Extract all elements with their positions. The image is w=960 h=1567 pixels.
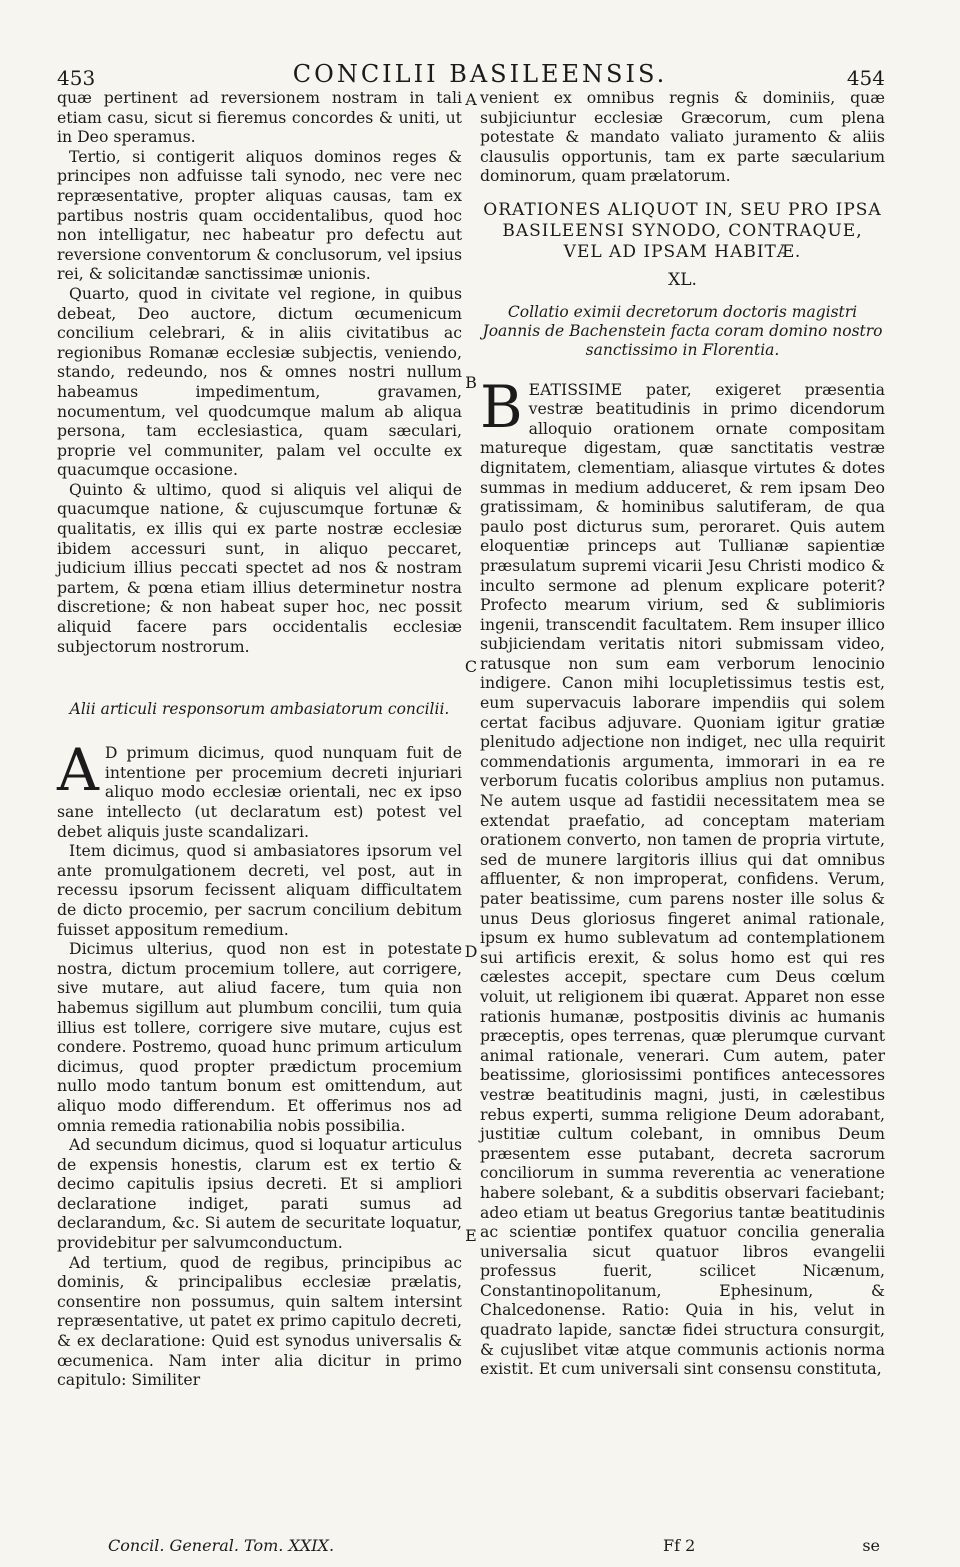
paragraph: quæ pertinent ad reversionem nostram in tali etiam casu, sicut si fieremus concordes & uniti, ut in Deo speramus.	[57, 88, 462, 147]
paragraph: venient ex omnibus regnis & dominiis, quæ subjiciuntur ecclesiæ Græcorum, cum plena potestate & mandato valiato juramento & aliis clausulis opportunis, tam ex parte sæcularium dominorum, quam prælatorum.	[480, 88, 885, 186]
running-title: CONCILII BASILEENSIS.	[292, 60, 668, 88]
paragraph: Dicimus ulterius, quod non est in potestate nostra, dictum procemium tollere, aut corrigere, sive mutare, aut aliud facere, tum quia non habemus sigillum aut plumbum concilii, tum quia illius est tollere, corrigere sive mutare, cujus est condere. Postremo, quoad hunc primum articulum dicimus, quod propter prædictum procemium nullo modo tantum bonum est omittendum, aut aliquo modo differendum. Et offerimus nos ad omnia remedia rationabilia nobis possibilia.	[57, 939, 462, 1135]
margin-letter-b: B	[465, 373, 477, 392]
page-footer	[108, 1536, 880, 1558]
section-heading: ORATIONES ALIQUOT IN, SEU PRO IPSA BASILEENSI SYNODO, CONTRAQUE, VEL AD IPSAM HABITÆ.	[483, 199, 882, 262]
paragraph: Quarto, quod in civitate vel regione, in quibus debeat, Deo auctore, dictum œcumenicum concilium celebrari, & in aliis civitatibus ac regionibus Romanæ ecclesiæ subjectis, veniendo, stando, redeundo, nos & omnes nostri nullum habeamus impedimentum, gravamen, nocumentum, vel quodcumque malum ab aliqua persona, tam ecclesiastica, quam sæculari, proprie vel communiter, palam vel occulte ex quacumque occasione.	[57, 283, 462, 480]
paragraph: Ad tertium, quod de regibus, principibus ac dominis, & principalibus ecclesiæ prælatis, consentire non possumus, quin saltem intersint repræsentative, ut patet ex primo capitulo decreti, & ex declaratione: Quid est synodus universalis & œcumenica. Nam inter alia dicitur in primo capitulo: Similiter	[57, 1252, 462, 1390]
drop-cap: B	[480, 372, 523, 441]
drop-cap: A	[57, 736, 99, 805]
left-column	[57, 88, 462, 1390]
margin-letter-a: A	[465, 90, 477, 109]
catchword: se	[862, 1536, 880, 1555]
page-number-left: 453	[57, 66, 96, 90]
paragraph-with-initial	[57, 736, 462, 841]
section-subheading: Alii articuli responsorum ambasiatorum concilii.	[69, 700, 450, 719]
right-column	[480, 88, 885, 1379]
page-header	[55, 58, 905, 88]
oration-title: Collatio eximii decretorum doctoris magistri Joannis de Bachenstein facta coram domino nostro sanctissimo in Florentia.	[482, 302, 883, 359]
section-number: XL.	[668, 269, 697, 290]
paragraph: Tertio, si contigerit aliquos dominos reges & principes non adfuisse tali synodo, nec vere nec repræsentative, propter aliquas causas, tam ex partibus nostris quam occidentalibus, quod hoc non intelligatur, nec habeatur pro defectu aut reversione conventorum & conclusorum, vel ipsius rei, & solicitandæ sanctissimæ unionis.	[57, 146, 462, 284]
volume-reference: Concil. General. Tom. XXIX.	[108, 1536, 335, 1555]
margin-letter-d: D	[464, 942, 478, 961]
paragraph-text: EATISSIME pater, exigeret præsentia vestræ beatitudinis in primo dicendorum alloquio orationem ornate compositam matureque digestam, quæ sanctitatis vestræ dignitatem, clementiam, aliasque virtutes & dotes summas in medium adduceret, & rem ipsam Deo gratissimam, & hominibus salutiferam, de qua paulo post dicturus sum, peroraret. Quis autem eloquentiæ princeps aut Tullianæ sapientiæ præsulatum supremi vicarii Jesu Christi modico & inculto sermone ad plenum explicare poterit? Profecto mearum virium, sed & sublimioris ingenii, transcendit facultatem. Rem insuper illico subjiciendam veritatis nitori submissam video, ratusque non sum eam verborum lenocinio indigere. Canon mihi locupletissimus testis est, eum supervacuis laborare impendiis qui solem certat facibus adjuvare. Quoniam igitur gratiæ plenitudo adjectione non indiget, nec ulla requirit commendationis argumenta, immorari in ea re verborum fucatis coloribus amplius non putamus. Ne autem usque ad fastidii necessitatem mea se extendat praefatio, ad conceptam materiam orationem converto, non tamen de propria virtute, sed de munere largitoris illius qui dat omnibus affluenter, & non improperat, confidens. Verum, pater beatissime, cum parens noster ille solus & unus Deus gloriosus fingeret animal rationale, ipsum ex humo sublevatum ad contemplationem sui artificis erexit, & solus homo est qui res cælestes accepit, spectare cum Deus cœlum voluit, ut religionem ibi quærat. Apparet non esse rationis humanæ, postpositis divinis ac humanis præceptis, opes terrenas, quæ plerumque curvant animal rationale, venerari. Cum autem, pater beatissime, gloriosissimi pontifices antecessores vestræ beatitudinis magni, justi, in cælestibus rebus experti, summa religione Deum adorabant, justitiæ cultum colebant, in omnibus Deum præsentem esse putabant, decreta sacrorum conciliorum in summa reverentia ac veneratione habere solebant, & a subditis observari faciebant; adeo etiam ut beatus Gregorius tantæ beatitudinis ac scientiæ pontifex quatuor concilia generalia universalia sicut quatuor libros evangelii professus fuerit, scilicet Nicænum, Constantinopolitanum, Ephesinum, & Chalcedonense. Ratio: Quia in his, velut in quadrato lapide, sanctæ fidei structura consurgit, & cujuslibet vitæ atque communis actionis norma existit. Et cum universali sint consensu constituta,	[480, 379, 885, 1379]
paragraph: Ad secundum dicimus, quod si loquatur articulus de expensis honestis, clarum est ex tertio & decimo capitulis ipsius decreti. Et si ampliori declaratione indiget, parati sumus ad declarandum, &c. Si autem de securitate loquatur, providebitur per salvumconductum.	[57, 1135, 462, 1253]
paragraph: Quinto & ultimo, quod si aliquis vel aliqui de quacumque natione, & cujuscumque fortunæ & qualitatis, ex illis qui ex parte nostræ ecclesiæ ibidem accessuri sunt, in aliquo peccaret, judicium illius peccati spectet ad nos & nostram partem, & pœna etiam illius determinetur nostra discretione; & non habeat super hoc, nec possit aliquid facere pars occidentalis ecclesiæ subjectorum nostrorum.	[57, 479, 462, 656]
paragraph: Item dicimus, quod si ambasiatores ipsorum vel ante promulgationem decreti, vel post, aut in recessu ipsorum fecissent aliquam difficultatem de dicto procemio, per sacrum concilium debitum fuisset appositum remedium.	[57, 841, 462, 939]
paragraph-with-initial	[480, 372, 885, 1379]
margin-letter-e: E	[465, 1226, 477, 1245]
margin-letter-c: C	[464, 657, 478, 676]
signature-mark: Ff 2	[663, 1536, 696, 1555]
paragraph-text: D primum dicimus, quod nunquam fuit de intentione per procemium decreti injuriari aliquo modo ecclesiæ orientali, nec ex ipso sane intellecto (ut declaratum est) potest vel debet aliquis juste scandalizari.	[57, 743, 462, 841]
page-number-right: 454	[846, 66, 885, 90]
